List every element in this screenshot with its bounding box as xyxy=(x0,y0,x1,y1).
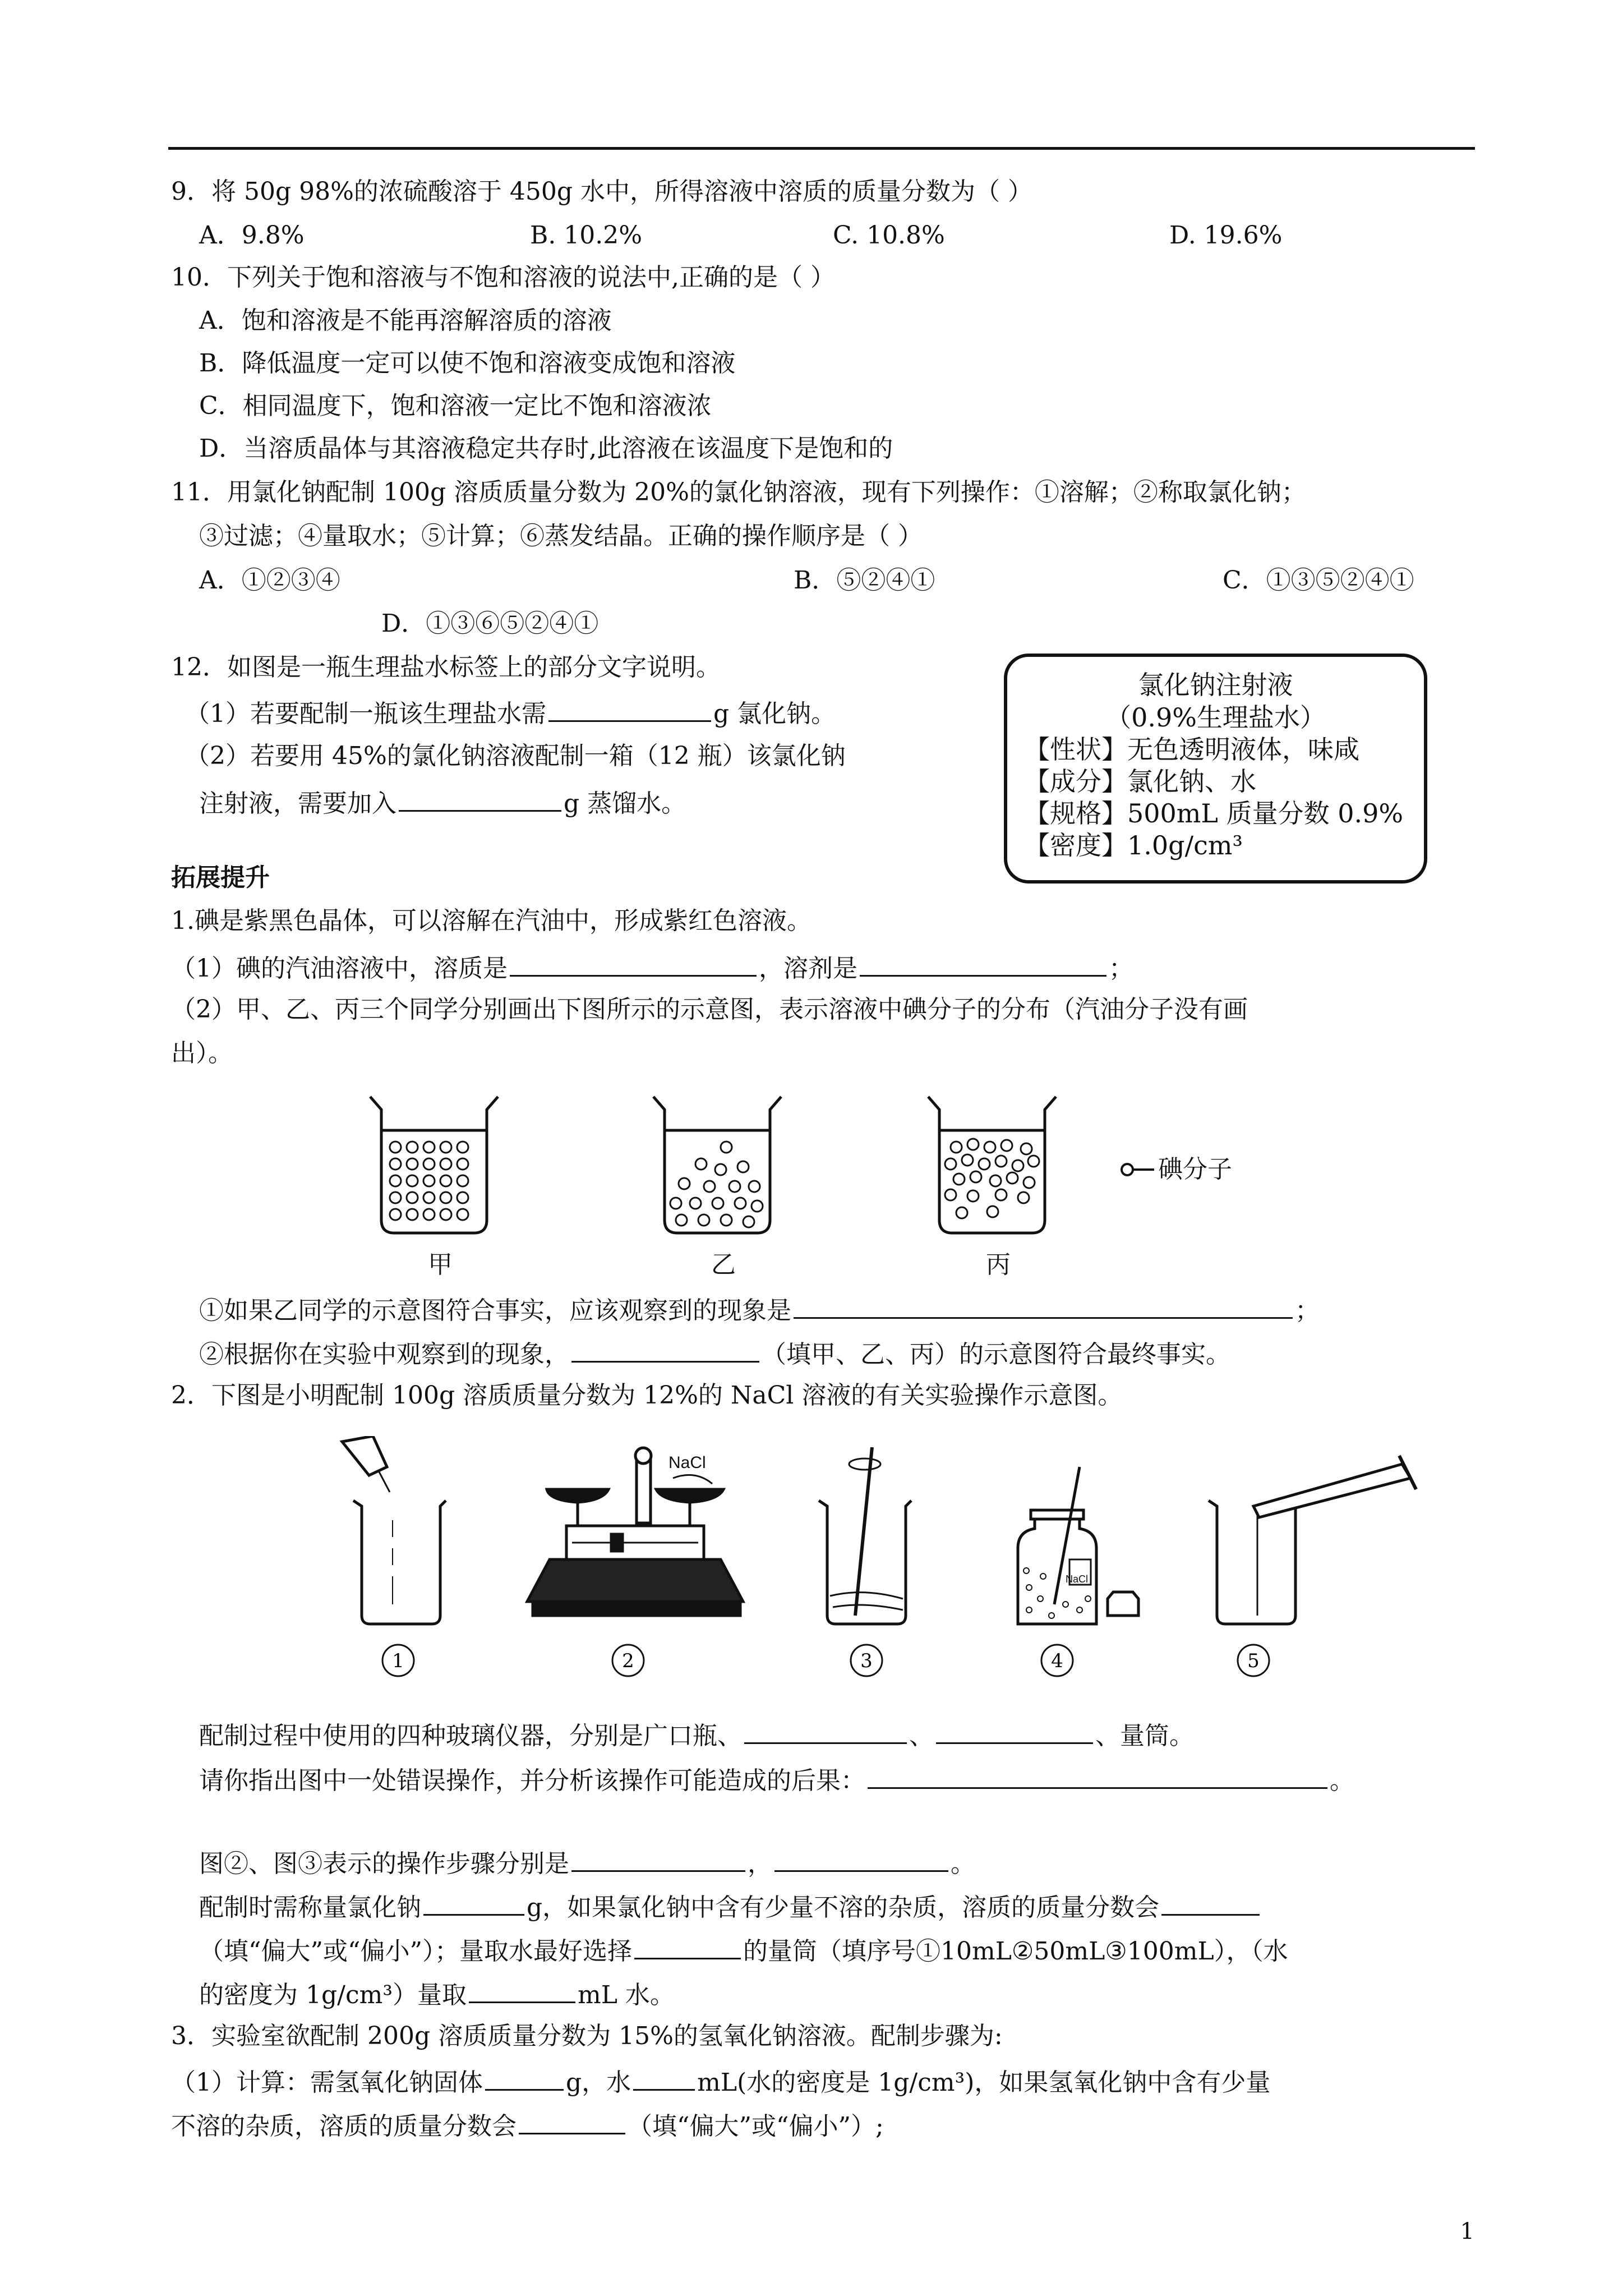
legend-iodine-molecule: 碘分子 xyxy=(1158,1155,1232,1184)
caption-yi: 乙 xyxy=(711,1250,736,1279)
page-number: 1 xyxy=(1460,2219,1474,2244)
answer-blank[interactable] xyxy=(519,2107,625,2134)
caption-bing: 丙 xyxy=(986,1250,1011,1279)
e1-q1: ①如果乙同学的示意图符合事实，应该观察到的现象是 ； xyxy=(199,1291,1320,1328)
q9-option-d: D. 19.6% xyxy=(1169,221,1283,250)
answer-blank[interactable] xyxy=(423,1888,524,1916)
q9-stem: 9．将 50g 98%的浓硫酸溶于 450g 水中，所得溶液中溶质的质量分数为（ ） xyxy=(171,177,1033,206)
e2-line1: 配制过程中使用的四种玻璃仪器，分别是广口瓶、 、 、量筒。 xyxy=(199,1717,1194,1753)
q11-stem-line2: ③过滤；④量取水；⑤计算；⑥蒸发结晶。正确的操作顺序是（ ） xyxy=(199,522,923,550)
balance-nacl-label: NaCl xyxy=(668,1453,706,1472)
molecule-legend-symbol xyxy=(1122,1164,1154,1175)
beaker-yi xyxy=(653,1097,781,1233)
step-number-label: 1 xyxy=(392,1650,404,1672)
answer-blank[interactable] xyxy=(634,1932,741,1959)
beaker-jia xyxy=(370,1097,498,1233)
step-number-label: 3 xyxy=(860,1650,873,1672)
q11-option-d: D．①③⑥⑤②④① xyxy=(381,609,599,638)
beaker-bing xyxy=(928,1097,1056,1233)
e2-line6: 的密度为 1g/cm³）量取 mL 水。 xyxy=(199,1976,675,2012)
q12-part2-line2: 注射液，需要加入 g 蒸馏水。 xyxy=(199,784,686,821)
label-row-density: 【密度】1.0g/cm³ xyxy=(1024,830,1243,861)
q9-option-b: B. 10.2% xyxy=(530,221,643,250)
q11-option-c: C．①③⑤②④① xyxy=(1223,566,1414,595)
answer-blank[interactable] xyxy=(571,1844,745,1872)
q11-stem-line1: 11．用氯化钠配制 100g 溶质质量分数为 20%的氯化钠溶液，现有下列操作：①溶解；②称取氯化钠； xyxy=(171,478,1306,507)
answer-blank[interactable] xyxy=(548,694,711,722)
q12-stem: 12．如图是一瓶生理盐水标签上的部分文字说明。 xyxy=(171,653,721,682)
bottle-nacl-label: NaCl xyxy=(1066,1573,1089,1585)
step3-stir xyxy=(819,1447,911,1624)
q11-option-b: B．⑤②④① xyxy=(794,566,935,595)
q10-option-d: D．当溶质晶体与其溶液稳定共存时,此溶液在该温度下是饱和的 xyxy=(199,434,893,463)
e2-stem: 2．下图是小明配制 100g 溶质质量分数为 12%的 NaCl 溶液的有关实验操作示意图。 xyxy=(171,1381,1123,1410)
label-row-appearance: 【性状】无色透明液体，味咸 xyxy=(1024,734,1359,765)
step-number-label: 4 xyxy=(1051,1650,1063,1672)
header-rule xyxy=(168,147,1475,150)
step4-reagent-bottle xyxy=(1018,1467,1138,1624)
answer-blank[interactable] xyxy=(1161,1888,1260,1916)
q12-part2-line1: （2）若要用 45%的氯化钠溶液配制一箱（12 瓶）该氯化钠 xyxy=(185,742,846,770)
e1-part2-line2: 出）。 xyxy=(171,1039,233,1068)
q12-part1: （1）若要配制一瓶该生理盐水需 g 氯化钠。 xyxy=(185,694,836,731)
answer-blank[interactable] xyxy=(633,2063,695,2091)
answer-blank[interactable] xyxy=(860,949,1106,977)
step2-balance xyxy=(527,1448,743,1616)
e1-part2-line1: （2）甲、乙、丙三个同学分别画出下图所示的示意图，表示溶液中碘分子的分布（汽油分子没有画 xyxy=(171,995,1248,1024)
section-title: 拓展提升 xyxy=(171,863,270,892)
answer-blank[interactable] xyxy=(936,1717,1093,1744)
q10-stem: 10．下列关于饱和溶液与不饱和溶液的说法中,正确的是（ ） xyxy=(171,263,835,292)
step5-pour-water xyxy=(1209,1456,1416,1624)
answer-blank[interactable] xyxy=(868,1761,1327,1789)
step1-pour-solid xyxy=(342,1436,446,1624)
e3-stem: 3．实验室欲配制 200g 溶质质量分数为 15%的氢氧化钠溶液。配制步骤为: xyxy=(171,2022,1003,2050)
q10-option-c: C．相同温度下，饱和溶液一定比不饱和溶液浓 xyxy=(199,392,712,420)
q9-option-c: C. 10.8% xyxy=(833,221,945,250)
answer-blank[interactable] xyxy=(794,1291,1293,1319)
answer-blank[interactable] xyxy=(485,2063,564,2091)
caption-jia: 甲 xyxy=(428,1250,453,1279)
answer-blank[interactable] xyxy=(469,1976,575,2003)
answer-blank[interactable] xyxy=(571,1335,759,1363)
e1-q2: ②根据你在实验中观察到的现象， （填甲、乙、丙）的示意图符合最终事实。 xyxy=(199,1335,1230,1372)
e1-part1: （1）碘的汽油溶液中，溶质是 ，溶剂是 ； xyxy=(171,949,1133,986)
label-row-ingredients: 【成分】氯化钠、水 xyxy=(1024,766,1256,797)
e3-line2: 不溶的杂质，溶质的质量分数会 （填“偏大”或“偏小”）; xyxy=(171,2107,884,2143)
lab-operations-figure xyxy=(325,1436,1458,1694)
e1-stem: 1.碘是紫黑色晶体，可以溶解在汽油中，形成紫红色溶液。 xyxy=(171,907,811,935)
e2-line3: 图②、图③表示的操作步骤分别是 ， 。 xyxy=(199,1844,975,1881)
q10-option-b: B．降低温度一定可以使不饱和溶液变成饱和溶液 xyxy=(199,349,736,378)
step-number-label: 2 xyxy=(622,1650,634,1672)
q11-option-a: A．①②③④ xyxy=(199,566,340,595)
label-title: 氯化钠注射液 xyxy=(1138,670,1293,700)
q10-option-a: A．饱和溶液是不能再溶解溶质的溶液 xyxy=(199,306,612,335)
answer-blank[interactable] xyxy=(744,1717,907,1744)
e2-line2: 请你指出图中一处错误操作，并分析该操作可能造成的后果： 。 xyxy=(199,1761,1354,1798)
e3-line1: （1）计算：需氢氧化钠固体 g，水 mL(水的密度是 1g/cm³)，如果氢氧化钠中含有少量 xyxy=(171,2063,1270,2100)
label-subtitle: （0.9%生理盐水） xyxy=(1105,702,1326,733)
step-number-label: 5 xyxy=(1247,1650,1260,1672)
answer-blank[interactable] xyxy=(399,784,561,812)
e2-line5: （填“偏大”或“偏小”）；量取水最好选择 的量筒（填序号①10mL②50mL③100mL），（水 xyxy=(199,1932,1288,1968)
e2-line4: 配制时需称量氯化钠 g，如果氯化钠中含有少量不溶的杂质，溶质的质量分数会 xyxy=(199,1888,1262,1925)
label-row-spec: 【规格】500mL 质量分数 0.9% xyxy=(1024,798,1404,829)
answer-blank[interactable] xyxy=(510,949,757,977)
saline-label-box xyxy=(1004,654,1427,884)
q9-option-a: A．9.8% xyxy=(199,221,305,250)
answer-blank[interactable] xyxy=(774,1844,948,1872)
